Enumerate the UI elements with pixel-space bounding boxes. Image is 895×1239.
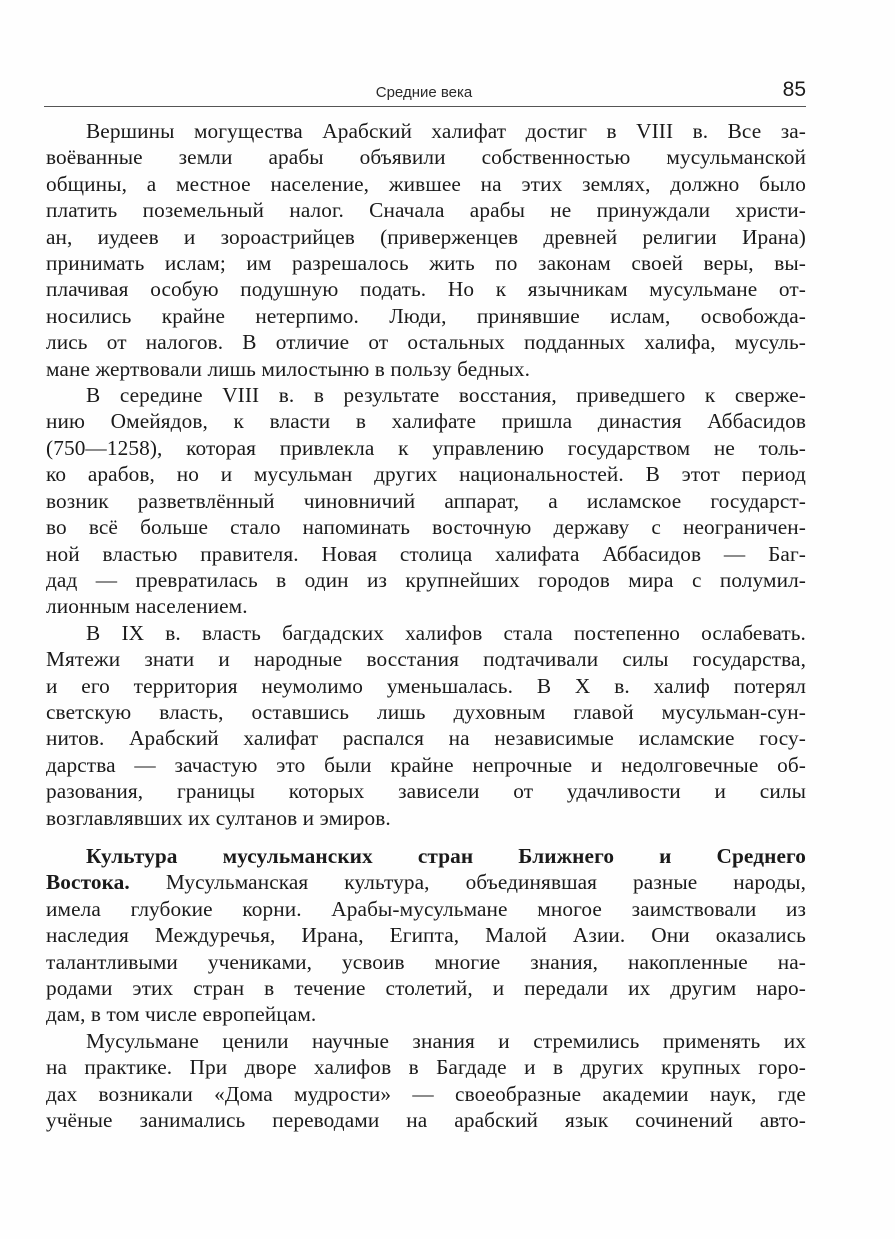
text-line: родами этих стран в течение столетий, и передали их другим наро- bbox=[46, 976, 806, 1000]
text-line: дарства — зачастую это были крайне непрочные и недолговечные об- bbox=[46, 752, 806, 777]
text-line: во всё больше стало напоминать восточную державу с неограничен- bbox=[46, 515, 806, 540]
text-line: носились крайне нетерпимо. Люди, принявшие ислам, освобожда- bbox=[46, 303, 806, 328]
text-line: платить поземельный налог. Сначала арабы не принуждали христи- bbox=[46, 198, 806, 223]
text-line: учёные занимались переводами на арабский язык сочинений авто- bbox=[46, 1108, 806, 1133]
section-heading-line bbox=[46, 843, 806, 869]
running-title: Средние века bbox=[375, 84, 473, 101]
paragraph-decline bbox=[46, 620, 806, 831]
text-line: ной властью правителя. Новая столица халифата Аббасидов — Баг- bbox=[46, 541, 806, 566]
body-text bbox=[46, 118, 806, 1133]
section-title: Культура мусульманских стран Ближнего и Среднего bbox=[86, 843, 806, 868]
text-line: нитов. Арабский халифат распался на независимые исламские госу- bbox=[46, 726, 806, 751]
paragraph-caliphate-peak bbox=[46, 118, 806, 382]
section-first-line-text: Мусульманская культура, объединявшая разные народы, bbox=[129, 870, 806, 895]
text-line: В середине VIII в. в результате восстания, приведшего к сверже- bbox=[86, 383, 806, 408]
text-line: воёванные земли арабы объявили собственностью мусульманской bbox=[46, 145, 806, 170]
text-line bbox=[46, 869, 806, 895]
text-line: ан, иудеев и зороастрийцев (приверженцев древней религии Ирана) bbox=[46, 224, 806, 249]
paragraph-culture bbox=[46, 843, 806, 1028]
text-line: возник разветвлённый чиновничий аппарат, а исламское государст- bbox=[46, 488, 806, 513]
text-line: Мятежи знати и народные восстания подтачивали силы государства, bbox=[46, 647, 806, 672]
section-title-end: Востока. bbox=[46, 870, 130, 895]
text-line: (750—1258), которая привлекла к управлению государством не толь- bbox=[46, 435, 806, 460]
page-number: 85 bbox=[782, 78, 806, 101]
text-line: Вершины могущества Арабский халифат достиг в VIII в. Все за- bbox=[86, 119, 806, 143]
text-line: ко арабов, но и мусульман других национальностей. В этот период bbox=[46, 462, 806, 487]
text-line: мане жертвовали лишь милостыню в пользу бедных. bbox=[46, 356, 531, 381]
text-line: дад — превратилась в один из крупнейших городов мира с полумил- bbox=[46, 567, 806, 592]
text-line: светскую власть, оставшись лишь духовным главой мусульман-сун- bbox=[46, 699, 806, 724]
text-line: принимать ислам; им разрешалось жить по законам своей веры, вы- bbox=[46, 251, 806, 276]
running-header bbox=[44, 78, 804, 106]
text-line: плачивая особую подушную подать. Но к язычникам мусульмане от- bbox=[46, 277, 806, 302]
text-line: лись от налогов. В отличие от остальных подданных халифа, мусуль- bbox=[46, 330, 806, 355]
text-line: дам, в том числе европейцам. bbox=[46, 1002, 317, 1027]
text-line: лионным населением. bbox=[46, 594, 248, 619]
text-line: разования, границы которых зависели от удачливости и силы bbox=[46, 779, 806, 804]
text-line: Мусульмане ценили научные знания и стремились применять их bbox=[86, 1028, 806, 1053]
text-line: дах возникали «Дома мудрости» — своеобразные академии наук, где bbox=[46, 1081, 806, 1106]
header-rule bbox=[44, 106, 806, 107]
text-line: нию Омейядов, к власти в халифате пришла династия Аббасидов bbox=[46, 409, 806, 434]
text-line: и его территория неумолимо уменьшалась. В X в. халиф потерял bbox=[46, 673, 806, 698]
text-line: наследия Междуречья, Ирана, Египта, Малой Азии. Они оказались bbox=[46, 923, 806, 948]
text-line: В IX в. власть багдадских халифов стала постепенно ослабевать. bbox=[86, 620, 806, 645]
text-line: имела глубокие корни. Арабы-мусульмане многое заимствовали из bbox=[46, 896, 806, 921]
text-line: на практике. При дворе халифов в Багдаде и в других крупных горо- bbox=[46, 1055, 806, 1080]
text-line: талантливыми учениками, усвоив многие знания, накопленные на- bbox=[46, 949, 806, 974]
paragraph-abbasids bbox=[46, 382, 806, 620]
text-line: общины, а местное население, жившее на этих землях, должно было bbox=[46, 171, 806, 196]
text-line: возглавлявших их султанов и эмиров. bbox=[46, 805, 391, 830]
paragraph-science bbox=[46, 1028, 806, 1134]
